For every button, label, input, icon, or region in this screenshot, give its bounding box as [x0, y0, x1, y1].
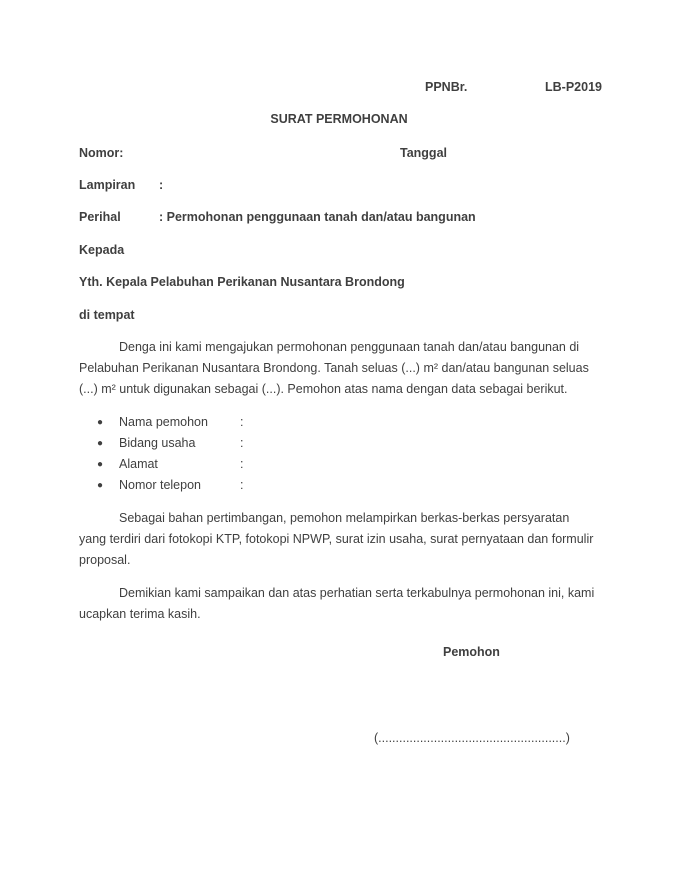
lampiran-label: Lampiran — [79, 178, 136, 192]
form-code-left: PPNBr. — [425, 80, 468, 94]
signature-name-line: (......................................................) — [374, 731, 570, 745]
bullet-icon: ● — [97, 459, 104, 470]
field-colon: : — [240, 415, 244, 429]
bullet-icon: ● — [97, 480, 104, 491]
field-colon: : — [240, 436, 244, 450]
paragraph-request: Denga ini kami mengajukan permohonan penggunaan tanah dan/atau bangunan di Pelabuhan Perikanan Nusantara Brondong. Tanah seluas (...) m² dan/atau bangunan seluas (...) m² untuk digunakan sebagai (...). Pemohon atas nama dengan data sebagai berikut. — [79, 340, 589, 396]
letter-title: SURAT PERMOHONAN — [270, 112, 408, 126]
paragraph-attachments: Sebagai bahan pertimbangan, pemohon melampirkan berkas-berkas persyaratan yang terdiri dari fotokopi KTP, fotokopi NPWP, surat izin usaha, surat pernyataan dan formulir proposal. — [79, 511, 594, 567]
bullet-icon: ● — [97, 438, 104, 449]
field-label: Nama pemohon — [119, 415, 208, 429]
paragraph-closing: Demikian kami sampaikan dan atas perhatian serta terkabulnya permohonan ini, kami ucapkan terima kasih. — [79, 586, 595, 621]
lampiran-colon: : — [159, 178, 164, 192]
perihal-value: : Permohonan penggunaan tanah dan/atau bangunan — [159, 210, 476, 224]
signature-label: Pemohon — [443, 645, 500, 659]
field-colon: : — [240, 478, 244, 492]
perihal-label: Perihal — [79, 210, 121, 224]
form-code-right: LB-P2019 — [545, 80, 602, 94]
nomor-label: Nomor: — [79, 146, 124, 160]
field-label: Bidang usaha — [119, 436, 196, 450]
bullet-icon: ● — [97, 417, 104, 428]
di-tempat: di tempat — [79, 308, 135, 322]
field-label: Nomor telepon — [119, 478, 201, 492]
field-label: Alamat — [119, 457, 158, 471]
recipient-name: Yth. Kepala Pelabuhan Perikanan Nusantara Brondong — [79, 275, 405, 289]
tanggal-label: Tanggal — [400, 146, 447, 160]
kepada-label: Kepada — [79, 243, 125, 257]
field-colon: : — [240, 457, 244, 471]
